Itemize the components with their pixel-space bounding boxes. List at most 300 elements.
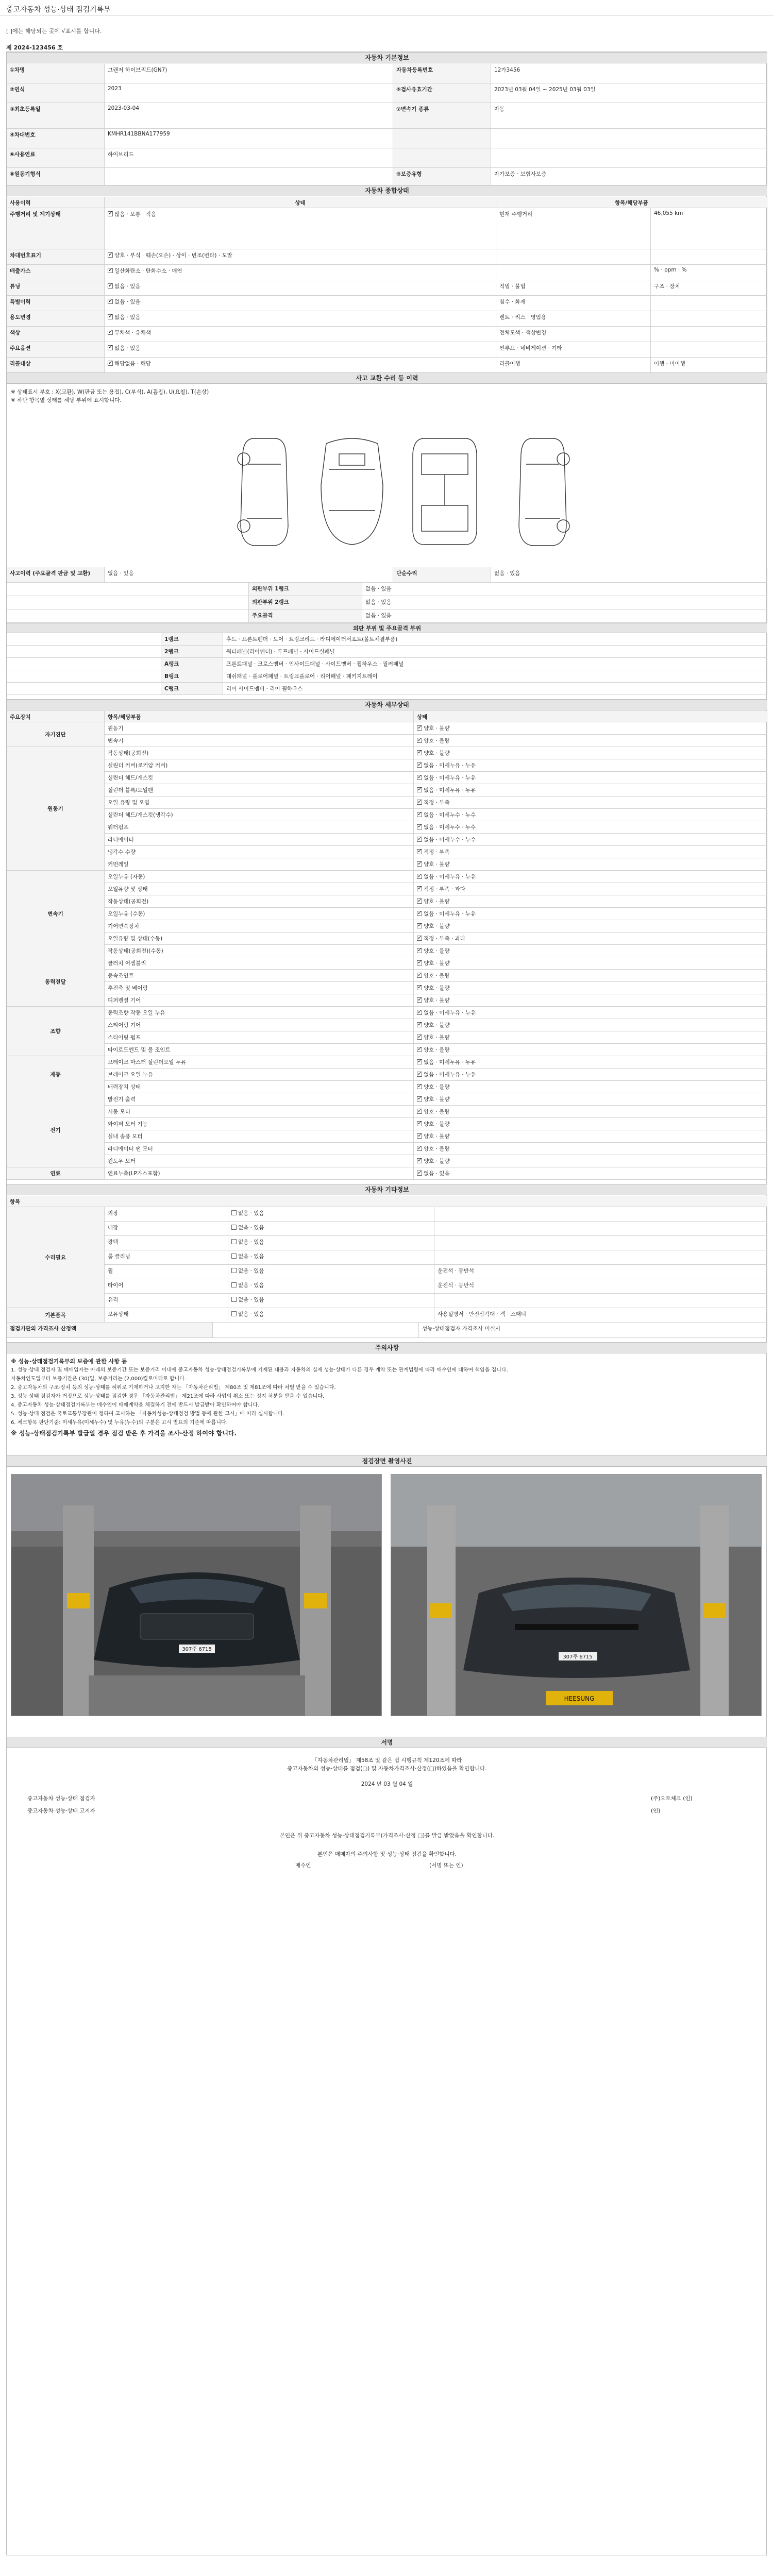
extra-price-note: 성능·상태점검자 가격조사 미실시 <box>419 1323 767 1337</box>
overall-value: 이행 · 미이행 <box>651 358 767 372</box>
extra-item: 유리 <box>105 1294 228 1308</box>
checkbox-checked-icon <box>108 314 113 319</box>
detail-row <box>7 834 767 846</box>
detail-item: 작동상태(공회전) <box>105 895 414 907</box>
detail-row <box>7 883 767 895</box>
section-detail-heading: 자동차 세부상태 <box>7 699 767 710</box>
detail-state <box>414 772 767 784</box>
overall-state <box>105 208 496 249</box>
checkbox-icon <box>231 1225 237 1230</box>
extra-state-text: 없음 · 있음 <box>238 1210 264 1216</box>
overall-state <box>105 327 496 342</box>
car-outline-svg <box>223 423 615 557</box>
checkbox-checked-icon <box>417 886 422 891</box>
extra-state <box>228 1222 434 1235</box>
detail-item: 변속기 <box>105 735 414 747</box>
overall-state <box>105 296 496 311</box>
detail-state <box>414 945 767 957</box>
detail-state <box>414 1106 767 1117</box>
frame-rank: C랭크 <box>161 683 223 694</box>
detail-state-text: 없음 · 미세누수 · 누수 <box>424 837 476 843</box>
checkbox-checked-icon <box>417 750 422 755</box>
section-overall-heading: 자동차 종합상태 <box>7 185 767 196</box>
checkbox-checked-icon <box>417 1121 422 1126</box>
detail-state <box>414 735 767 747</box>
detail-group-label: 원동기 <box>7 747 105 871</box>
frame-blank <box>7 658 161 670</box>
detail-state-text: 없음 · 있음 <box>424 1171 450 1177</box>
detail-state <box>414 1069 767 1080</box>
detail-state-text: 양호 · 불량 <box>424 960 450 967</box>
extra-row <box>7 1294 767 1308</box>
detail-state <box>414 970 767 981</box>
overall-state-text: 일산화탄소 · 탄화수소 · 매연 <box>114 268 182 274</box>
extra-state-text: 없음 · 있음 <box>238 1268 264 1274</box>
detail-item: 오일누유 (자동) <box>105 871 414 883</box>
basic-label-2: ⑤검사유효기간 <box>393 83 491 103</box>
basic-label: ①차명 <box>7 64 105 83</box>
detail-item: 실린더 블록/오일팬 <box>105 784 414 796</box>
overall-row <box>7 265 767 280</box>
basic-label-2: ⑦변속기 종류 <box>393 103 491 128</box>
detail-row <box>7 1155 767 1167</box>
overall-detail: 현재 주행거리 <box>496 208 651 249</box>
detail-row <box>7 722 767 735</box>
overall-detail: 리콜이행 <box>496 358 651 372</box>
overall-state <box>105 265 496 280</box>
detail-group-label: 변속기 <box>7 871 105 957</box>
detail-state-text: 양호 · 불량 <box>424 923 450 929</box>
extra-price-row <box>7 1323 767 1338</box>
photo-right-drawing <box>391 1475 762 1716</box>
overall-value <box>651 311 767 326</box>
detail-row <box>7 1019 767 1031</box>
caution-title-2: ※ 성능·상태점검기록부 발급일 경우 점검 받은 후 가격을 조사·산정 하여야 합니다. <box>11 1430 237 1437</box>
accident-rank-row <box>7 609 767 623</box>
detail-state <box>414 1118 767 1130</box>
notifier-value: (인) <box>651 1808 661 1814</box>
overall-label: 차대번호표기 <box>7 249 105 264</box>
sign-statement-2: 중고자동차의 성능·상태를 점검(□) 및 자동차가격조사·산정(□)하였음을 확인합니다. <box>287 1766 487 1772</box>
checkbox-checked-icon <box>417 923 422 928</box>
detail-state <box>414 1044 767 1056</box>
basic-value-2: 자가보증 · 보험사보증 <box>491 168 767 187</box>
notifier-label: 중고자동차 성능·상태 고지자 <box>27 1808 95 1814</box>
checkbox-checked-icon <box>417 1022 422 1027</box>
checkbox-checked-icon <box>417 762 422 768</box>
extra-state <box>228 1294 434 1308</box>
caution-title-1: ※ 성능·상태점검기록부의 보증에 관한 사항 등 <box>11 1358 127 1365</box>
extra-extra <box>434 1294 767 1308</box>
detail-state <box>414 1019 767 1031</box>
accident-rank-state: 없음 · 있음 <box>362 583 767 596</box>
overall-state-text: 많음 · 보통 · 적음 <box>114 211 156 217</box>
extra-state <box>228 1308 434 1322</box>
frame-items: 대쉬패널 · 플로어패널 · 트렁크플로어 · 리어패널 · 패키지트레이 <box>223 670 767 682</box>
detail-state <box>414 1155 767 1167</box>
accident-rank-blank <box>7 609 249 622</box>
extra-extra: 운전석 · 동반석 <box>434 1265 767 1279</box>
detail-item: 워터펌프 <box>105 821 414 833</box>
extra-header-row <box>7 1196 767 1207</box>
detail-state <box>414 908 767 920</box>
overall-label: 배출가스 <box>7 265 105 280</box>
accident-legend-1: ※ 상태표시 부호 : X(교환), W(판금 또는 용접), C(부식), A(흠집), U(요철), T(손상) <box>11 389 209 395</box>
extra-extra <box>434 1236 767 1250</box>
overall-state-text: 없음 · 있음 <box>114 283 141 290</box>
detail-item: 발전기 출력 <box>105 1093 414 1105</box>
basic-value-2 <box>491 148 767 167</box>
detail-row <box>7 871 767 883</box>
detail-item: 동력조향 작동 오일 누유 <box>105 1007 414 1019</box>
detail-state <box>414 1143 767 1155</box>
overall-state-text: 없음 · 있음 <box>114 299 141 305</box>
accident-rank-blank <box>7 596 249 609</box>
frame-row <box>7 658 767 670</box>
caution-notes <box>11 1358 763 1438</box>
accident-state: 없음 · 있음 <box>105 567 393 582</box>
accident-detail-label: 단순수리 <box>393 567 491 582</box>
detail-state <box>414 858 767 870</box>
detail-group-label: 동력전달 <box>7 957 105 1007</box>
checkbox-checked-icon <box>417 1010 422 1015</box>
detail-item: 실내 송풍 모터 <box>105 1130 414 1142</box>
overall-state <box>105 358 496 372</box>
photo-left-drawing <box>11 1475 382 1716</box>
detail-state <box>414 883 767 895</box>
detail-state-text: 양호 · 불량 <box>424 750 450 756</box>
detail-row <box>7 1167 767 1180</box>
checkbox-icon <box>231 1210 237 1215</box>
accident-rank-blank <box>7 583 249 596</box>
extra-item: 룸 클리닝 <box>105 1250 228 1264</box>
detail-item: 배력장치 상태 <box>105 1081 414 1093</box>
detail-state-text: 양호 · 불량 <box>424 985 450 991</box>
detail-row <box>7 821 767 834</box>
detail-group-label: 제동 <box>7 1056 105 1093</box>
detail-item: 스티어링 기어 <box>105 1019 414 1031</box>
frame-items: 후드 · 프론트펜더 · 도어 · 트렁크리드 · 라디에이터서포트(볼트체결부품) <box>223 633 767 645</box>
accident-legend-2: ※ 하단 항목별 상태를 해당 부위에 표시합니다. <box>11 397 122 403</box>
overall-value <box>651 249 767 264</box>
detail-state-text: 없음 · 미세누유 · 누유 <box>424 1059 476 1065</box>
extra-group-label: 기본품목 <box>7 1308 105 1323</box>
overall-detail: 썬루프 · 네비게이션 · 기타 <box>496 342 651 357</box>
detail-state-text: 양호 · 불량 <box>424 997 450 1004</box>
basic-value: 2023-03-04 <box>105 103 393 128</box>
detail-state-text: 양호 · 불량 <box>424 1133 450 1140</box>
detail-item: 타이로드엔드 및 볼 조인트 <box>105 1044 414 1056</box>
overall-row <box>7 296 767 311</box>
extra-extra <box>434 1207 767 1221</box>
detail-state <box>414 895 767 907</box>
inspection-photo-front-left <box>11 1474 382 1716</box>
overall-label: 주요옵션 <box>7 342 105 357</box>
detail-state <box>414 846 767 858</box>
checkbox-checked-icon <box>108 299 113 304</box>
detail-item: 윈도우 모터 <box>105 1155 414 1167</box>
detail-item: 작동상태(공회전)(수동) <box>105 945 414 957</box>
checkbox-checked-icon <box>417 849 422 854</box>
detail-item: 추진축 및 베어링 <box>105 982 414 994</box>
detail-state-text: 적정 · 부족 <box>424 849 450 855</box>
detail-row <box>7 1093 767 1106</box>
inspector-label: 중고자동차 성능·상태 점검자 <box>27 1795 95 1802</box>
detail-col-item: 항목/해당부품 <box>105 711 414 722</box>
extra-row <box>7 1265 767 1279</box>
detail-header-row <box>7 711 767 722</box>
detail-item: 실린더 커버(로커암 커버) <box>105 759 414 771</box>
detail-state-text: 양호 · 불량 <box>424 1158 450 1164</box>
accident-rank-state: 없음 · 있음 <box>362 596 767 609</box>
detail-state <box>414 784 767 796</box>
document-number: 제 2024-123456 호 <box>6 44 63 51</box>
detail-row <box>7 908 767 920</box>
checkbox-checked-icon <box>417 1035 422 1040</box>
extra-state-text: 없음 · 있음 <box>238 1253 264 1260</box>
detail-state-text: 적정 · 부족 · 과다 <box>424 886 465 892</box>
detail-state <box>414 1130 767 1142</box>
extra-price-label: 점검기관의 가격조사 산정액 <box>7 1323 213 1337</box>
basic-row <box>7 103 767 129</box>
caution-line: 자동차인도일부터 보증기간은 (30)일, 보증거리는 (2,000)킬로미터로 합니다. <box>11 1376 187 1382</box>
detail-row <box>7 1031 767 1044</box>
extra-row <box>7 1250 767 1265</box>
overall-label: 특별이력 <box>7 296 105 311</box>
overall-label: 리콜대상 <box>7 358 105 372</box>
checkbox-icon <box>231 1311 237 1316</box>
detail-group-label: 조향 <box>7 1007 105 1056</box>
detail-state-text: 양호 · 불량 <box>424 948 450 954</box>
overall-detail: 적법 · 불법 <box>496 280 651 295</box>
overall-value <box>651 342 767 357</box>
detail-state <box>414 722 767 734</box>
checkbox-checked-icon <box>417 960 422 965</box>
detail-row <box>7 796 767 809</box>
extra-state-text: 없음 · 있음 <box>238 1297 264 1303</box>
checkbox-checked-icon <box>417 837 422 842</box>
detail-state <box>414 1167 767 1179</box>
detail-item: 냉각수 수량 <box>105 846 414 858</box>
basic-label: ②연식 <box>7 83 105 103</box>
extra-state-text: 없음 · 있음 <box>238 1282 264 1289</box>
detail-state <box>414 957 767 969</box>
checkbox-checked-icon <box>417 1158 422 1163</box>
checkbox-icon <box>231 1239 237 1244</box>
caution-line: 2. 중고자동차의 구조·장치 등의 성능·상태를 허위로 기재하거나 고지한 자는 「자동차관리법」 제80조 및 제81조에 따라 처벌 받을 수 있습니다. <box>11 1385 336 1391</box>
basic-value: 그랜저 하이브리드(GN7) <box>105 64 393 83</box>
detail-state <box>414 1007 767 1019</box>
checkbox-checked-icon <box>417 948 422 953</box>
extra-extra <box>434 1222 767 1235</box>
detail-state-text: 양호 · 불량 <box>424 1096 450 1103</box>
basic-row <box>7 83 767 103</box>
extra-state-text: 없음 · 있음 <box>238 1239 264 1245</box>
frame-items: 쿼터패널(리어펜더) · 루프패널 · 사이드실패널 <box>223 646 767 657</box>
overall-row <box>7 358 767 373</box>
overall-state-text: 없음 · 있음 <box>114 314 141 320</box>
detail-state-text: 없음 · 미세누유 · 누유 <box>424 1072 476 1078</box>
detail-state <box>414 920 767 932</box>
detail-state-text: 양호 · 불량 <box>424 1146 450 1152</box>
frame-rank: A랭크 <box>161 658 223 670</box>
accident-rank-row <box>7 596 767 609</box>
overall-row <box>7 249 767 265</box>
checkbox-checked-icon <box>417 899 422 904</box>
extra-state-text: 없음 · 있음 <box>238 1311 264 1317</box>
overall-col-state: 상태 <box>105 197 496 208</box>
overall-state <box>105 249 496 264</box>
detail-state <box>414 994 767 1006</box>
frame-row <box>7 633 767 646</box>
buyer-value: (서명 또는 인) <box>429 1862 463 1869</box>
detail-group-label: 전기 <box>7 1093 105 1167</box>
detail-row <box>7 933 767 945</box>
basic-label: ⑥사용연료 <box>7 148 105 167</box>
basic-value: 2023 <box>105 83 393 103</box>
basic-row <box>7 148 767 168</box>
basic-value-2: 2023년 03월 04일 ~ 2025년 03월 03일 <box>491 83 767 103</box>
detail-row <box>7 772 767 784</box>
overall-value: 구조 · 장치 <box>651 280 767 295</box>
detail-item: 기어변속장치 <box>105 920 414 932</box>
caution-line: 4. 중고자동차 성능·상태점검기록부는 매수인이 매매계약을 체결하기 전에 반드시 발급받아 확인하여야 합니다. <box>11 1402 260 1408</box>
detail-item: 라디에이터 팬 모터 <box>105 1143 414 1155</box>
basic-value-2 <box>491 129 767 148</box>
checkbox-checked-icon <box>417 936 422 941</box>
checkbox-icon <box>231 1282 237 1287</box>
overall-state-text: 없음 · 있음 <box>114 345 141 351</box>
checkbox-checked-icon <box>417 725 422 731</box>
checkbox-checked-icon <box>108 345 113 350</box>
detail-row <box>7 747 767 759</box>
extra-row <box>7 1207 767 1222</box>
checkbox-checked-icon <box>417 911 422 916</box>
extra-state-text: 없음 · 있음 <box>238 1225 264 1231</box>
basic-label: ⑧원동기형식 <box>7 168 105 187</box>
detail-col-device: 주요장치 <box>7 711 105 722</box>
detail-row <box>7 1130 767 1143</box>
detail-state-text: 양호 · 불량 <box>424 1109 450 1115</box>
detail-state-text: 없음 · 미세누유 · 누유 <box>424 787 476 793</box>
section-accident-heading: 사고 교환 수리 등 이력 <box>7 372 767 384</box>
detail-state-text: 양호 · 불량 <box>424 1022 450 1028</box>
detail-item: 브레이크 마스터 실린더오일 누유 <box>105 1056 414 1068</box>
detail-row <box>7 1056 767 1069</box>
basic-value-2: 12가3456 <box>491 64 767 83</box>
sign-statement-1: 「자동차관리법」 제58조 및 같은 법 시행규칙 제120조에 따라 <box>312 1757 462 1764</box>
overall-row <box>7 280 767 296</box>
inspection-photo-front-right <box>391 1474 762 1716</box>
accident-detail-value: 없음 · 있음 <box>491 567 767 582</box>
extra-state <box>228 1265 434 1279</box>
detail-row <box>7 994 767 1007</box>
detail-row <box>7 1081 767 1093</box>
basic-value-2: 자동 <box>491 103 767 128</box>
receipt-statement-1: 본인은 위 중고자동차 성능·상태점검기록부(가격조사·산정 □)를 발급 받았음을 확인합니다. <box>279 1833 495 1839</box>
detail-row <box>7 809 767 821</box>
checkbox-checked-icon <box>417 1109 422 1114</box>
detail-item: 클러치 어셈블리 <box>105 957 414 969</box>
accident-rank-row <box>7 583 767 596</box>
detail-state-text: 없음 · 미세누유 · 누유 <box>424 775 476 781</box>
overall-value: 46,055 km <box>651 208 767 249</box>
section-signature-heading: 서명 <box>7 1737 767 1748</box>
extra-row <box>7 1222 767 1236</box>
basic-label: ④차대번호 <box>7 129 105 148</box>
detail-state-text: 양호 · 불량 <box>424 1084 450 1090</box>
accident-row <box>7 567 767 583</box>
accident-rank-label: 외판부위 1랭크 <box>249 583 362 596</box>
overall-row <box>7 327 767 342</box>
overall-detail <box>496 249 651 264</box>
photo-lift-brand: HEESUNG <box>564 1695 595 1702</box>
checkbox-checked-icon <box>108 252 113 258</box>
basic-label: ③최초등록일 <box>7 103 105 128</box>
caution-line: 1. 성능·상태 점검자 및 매매업자는 아래의 보증기간 또는 보증거리 이내에 중고자동차 성능·상태점검기록부에 기재된 내용과 자동차의 실제 성능·상태가 다른 경우 계약 또는 관계법령에 따라 매수인에 대하여 책임을 집니다. <box>11 1367 508 1373</box>
extra-state <box>228 1207 434 1221</box>
inspection-form <box>6 52 767 2555</box>
frame-row <box>7 646 767 658</box>
overall-row <box>7 311 767 327</box>
overall-row <box>7 342 767 358</box>
photo-right-plate: 307주 6715 <box>563 1654 593 1660</box>
checkbox-checked-icon <box>417 973 422 978</box>
detail-state-text: 적정 · 부족 <box>424 800 450 806</box>
detail-item: 디퍼렌셜 기어 <box>105 994 414 1006</box>
frame-blank <box>7 683 161 694</box>
detail-row <box>7 759 767 772</box>
detail-state <box>414 1031 767 1043</box>
detail-row <box>7 970 767 982</box>
frame-blank <box>7 670 161 682</box>
detail-row <box>7 858 767 871</box>
basic-label-2 <box>393 148 491 167</box>
checkbox-checked-icon <box>417 1096 422 1101</box>
detail-row <box>7 735 767 747</box>
overall-value <box>651 296 767 311</box>
detail-state <box>414 759 767 771</box>
checkbox-checked-icon <box>108 330 113 335</box>
frame-blank <box>7 646 161 657</box>
detail-row <box>7 920 767 933</box>
overall-value: % · ppm · % <box>651 265 767 280</box>
detail-state <box>414 747 767 759</box>
extra-extra: 사용설명서 · 안전삼각대 · 잭 · 스패너 <box>434 1308 767 1322</box>
detail-row <box>7 1143 767 1155</box>
section-basic-heading: 자동차 기본정보 <box>7 52 767 63</box>
overall-detail <box>496 265 651 280</box>
detail-item: 라디에이터 <box>105 834 414 845</box>
detail-state <box>414 796 767 808</box>
detail-row <box>7 846 767 858</box>
overall-col-detail: 항목/해당부품 <box>496 197 767 208</box>
frame-rank: 1랭크 <box>161 633 223 645</box>
checkbox-checked-icon <box>417 1047 422 1052</box>
sign-date: 2024 년 03 월 04 일 <box>361 1781 413 1787</box>
detail-state <box>414 809 767 821</box>
detail-state <box>414 834 767 845</box>
detail-state-text: 없음 · 미세누유 · 누유 <box>424 762 476 769</box>
caution-line: 6. 체크항목 판단기준: 미세누유(미세누수) 및 누유(누수)의 구분은 고시 별표의 기준에 따릅니다. <box>11 1420 228 1426</box>
detail-item: 오일유량 및 상태(수동) <box>105 933 414 944</box>
detail-state-text: 없음 · 미세누유 · 누유 <box>424 1010 476 1016</box>
overall-label: 튜닝 <box>7 280 105 295</box>
inspector-value: (주)오토체크 (인) <box>651 1795 693 1802</box>
detail-item: 와이퍼 모터 기능 <box>105 1118 414 1130</box>
checkbox-icon <box>231 1297 237 1302</box>
overall-detail: 렌트 · 리스 · 영업용 <box>496 311 651 326</box>
